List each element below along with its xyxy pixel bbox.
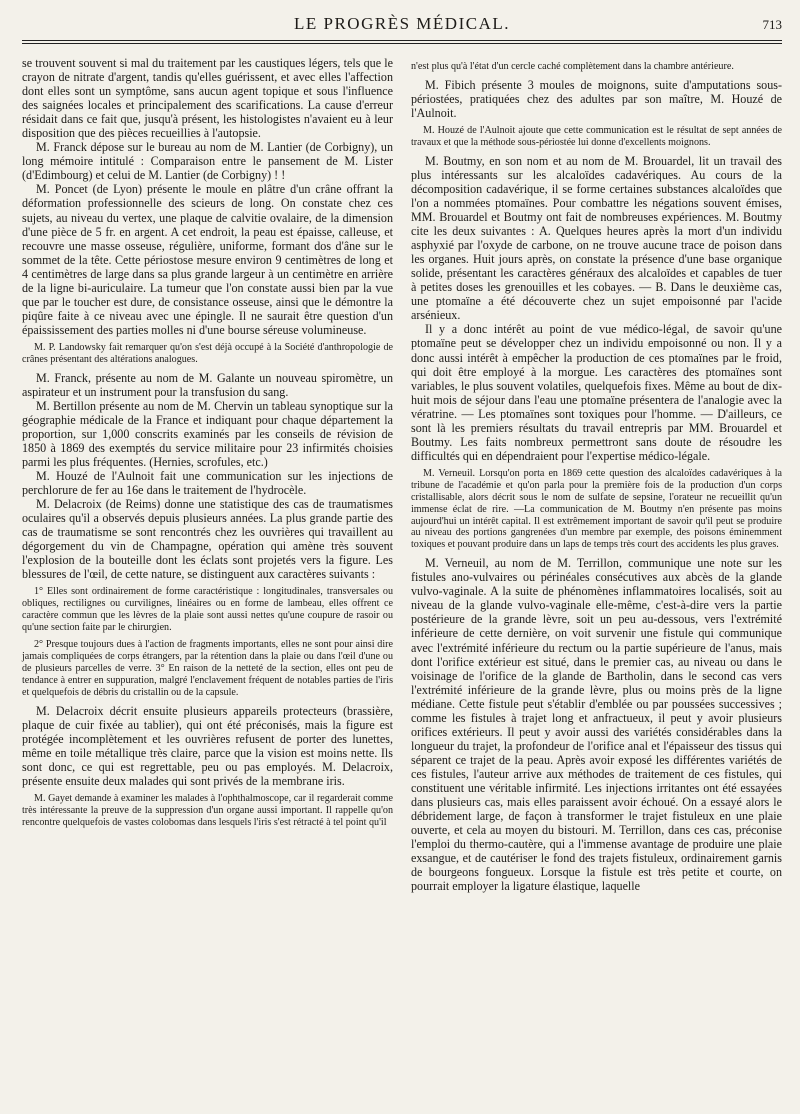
paragraph: M. Bertillon présente au nom de M. Chervin un tableau synoptique sur la géographie médicale de la France et indiquant pour chaque département la proportion, sur 1,000 conscrits examinés par les conseils de révision de 1850 à 1869 des exemptés du service militaire pour 23 infirmités choisies parmi les plus fréquentes. (Hernies, scrofules, etc.) xyxy=(22,398,393,470)
page-number: 713 xyxy=(762,17,782,32)
remark-paragraph: n'est plus qu'à l'état d'un cercle caché complètement dans la chambre antérieure. xyxy=(411,61,734,72)
paragraph: Il y a donc intérêt au point de vue médico-légal, de savoir qu'une ptomaïne peut se développer chez un individu empoisonné ou non. Il y a donc aussi intérêt à empêcher la production de ces ptomaïnes par le froid, qui doit être employé à la morgue. Les caractères des ptomaïnes sont variables, le plus souvent volatiles, quelquefois fixes. Même au bout de dix-huit mois de séjour dans l'eau une ptomaïne présentera de l'analogie avec la vératrine. — Les ptomaïnes sont toxiques pour l'homme. — D'ailleurs, ce sont là les premiers résultats du travail entrepris par MM. Brouardel et Boutmy. Les faits nombreux permettront sans doute de résoudre les difficultés qui en dépendraient pour l'expertise médico-légale. xyxy=(411,322,782,463)
paragraph: M. Franck, présente au nom de M. Galante un nouveau spiromètre, un aspirateur et un instrument pour la transfusion du sang. xyxy=(22,370,393,399)
right-column xyxy=(411,56,782,893)
paragraph: M. Delacroix (de Reims) donne une statistique des cas de traumatismes oculaires qu'il a observés depuis plusieurs années. La plus grande partie des cas de traumatisme se sont rencontrés chez les ouvrières qui travaillent au dégorgement du vin de Champagne, opération qui amène très souvent l'explosion de la bouteille dont les éclats sont projetés vers la figure. Les blessures de l'œil, de cette nature, se distinguent aux caractères suivants : xyxy=(22,497,393,582)
paragraph: M. Verneuil, au nom de M. Terrillon, communique une note sur les fistules ano-vulvaires ou périnéales consécutives aux abcès de la glande vulvo-vaginale. A la suite de phénomènes inflammatoires localisés, soit au niveau de la glande vulvo-vaginale elle-même, c'est-à-dire vers la partie postérieure de la grande lèvre, soit un peu au-dessous, vers l'extrémité inférieure de cette dernière, on voit survenir une fistule qui communique avec l'extrémité inférieure du rectum ou la partie supérieure de l'anus, mais dont l'orifice extérieur est situé, dans le premier cas, au niveau ou dans le voisinage de l'orifice de la glande de Bartholin, dans le second cas vers l'extrémité inférieure de la grande lèvre, plus ou moins près de la ligne médiane. Cette fistule peut s'établir d'emblée ou par poussées successives ; comme les fistules à trajet long et anfractueux, il peut y avoir plusieurs orifices extérieurs. Il peut y avoir aussi des variétés considérables dans la longueur du trajet, la profondeur de l'orifice anal et l'épaisseur des tissus qui séparent ce trajet de la peau. Après avoir exposé les différentes variétés de ces fistules, l'auteur arrive aux méthodes de traitement de ces fistules, qui constituent une véritable infirmité. Les injections irritantes ont été essayées dans plusieurs cas, mais elles paraissent avoir échoué. On a essayé alors le débridement large, de façon à transformer le trajet fistuleux en une plaie ouverte, et cela au moyen du bistouri. M. Terrillon, dans ces cas, préconise l'emploi du thermo-cautère, qui a l'immense avantage de produire une plaie exsangue, et de cautériser le fond des trajets fistuleux, ordinairement garnis de bourgeons fongueux. Lorsque la fistule est très petite et courte, on pourrait employer la ligature élastique, laquelle xyxy=(411,556,782,894)
paragraph: M. Fibich présente 3 moules de moignons, suite d'amputations sous-périostées, pratiquées chez des adultes par son maître, M. Houzé de l'Aulnoit. xyxy=(411,77,782,120)
two-column-body xyxy=(22,56,782,893)
running-header xyxy=(22,14,782,40)
journal-title: LE PROGRÈS MÉDICAL. xyxy=(294,14,510,33)
paragraph: M. Houzé de l'Aulnoit fait une communication sur les injections de perchlorure de fer au 16e dans le traitement de l'hydrocèle. xyxy=(22,469,393,498)
remark-paragraph: M. Verneuil. Lorsqu'on porta en 1869 cette question des alcaloïdes cadavériques à la tribune de l'académie et qu'on parla pour la première fois de la production d'un corps cristallisable, alors décrit sous le nom de sulfate de sepsine, l'orateur ne recueillit qu'un immense éclat de rire. —La communication de M. Boutmy n'en présente pas moins aujourd'hui un intérêt capital. Il est extrêmement important de savoir qu'il peut se produire au niveau des portions gangrenées d'un membre par exemple, des poisons éminemment toxiques et pouvant produire dans un laps de temps très court des accidents les plus graves. xyxy=(411,467,782,551)
remark-paragraph: M. Gayet demande à examiner les malades à l'ophthalmoscope, car il regarderait comme très intéressante la preuve de la suppression d'un organe aussi important. Il rappelle qu'on rencontre quelquefois de vastes colobomas dans lesquels l'iris s'est rétracté à tel point qu'il xyxy=(22,792,393,828)
remark-paragraph: M. Houzé de l'Aulnoit ajoute que cette communication est le résultat de sept années de travaux et que la méthode sous-périostée lui donne d'excellents moignons. xyxy=(411,125,782,148)
left-column xyxy=(22,56,393,893)
paragraph: se trouvent souvent si mal du traitement par les caustiques légers, tels que le crayon de nitrate d'argent, tandis qu'elles guérissent, et avec elles l'affection dont elles sont un symptôme, sans aucun agent topique et sous l'influence des saignées locales et principalement des scarifications. La cause d'erreur résidait dans ce fait que, jusqu'à présent, les histologistes n'avaient eu à leur disposition que des pièces recueillies à l'autopsie. xyxy=(22,56,393,141)
list-paragraph: 2° Presque toujours dues à l'action de fragments importants, elles ne sont pour ainsi dire jamais compliquées de corps étrangers, par la rétention dans la plaie ou dans l'œil d'une ou de plusieurs parcelles de verre. 3° En raison de la netteté de la section, elles ont peu de tendance à entrer en suppuration, malgré l'enclavement fréquent de notables parties de l'iris et quelquefois de débris du cristallin ou de la capsule. xyxy=(22,639,393,698)
paragraph: M. Poncet (de Lyon) présente le moule en plâtre d'un crâne offrant la déformation professionnelle des scieurs de long. On constate chez ces sujets, au niveau du vertex, une plaque de calvitie ovalaire, de la dimension d'une pièce de 5 fr. en argent. A cet endroit, la peau est épaisse, calleuse, et recouvre une masse osseuse, régulière, uniforme, formant dos d'âne sur le sommet de la tête. Cette périostose mesure environ 9 centimètres de long et 4 centimètres de large dans sa plus grande largeur à un centimètre en arrière de la ligne bi-auriculaire. La tumeur que l'on constate aussi bien par la vue que par le toucher est dure, de consistance osseuse, ainsi que le démontre la piqûre faite à ce niveau avec une épingle. Il ne saurait être question d'un épaississement des parties molles ni d'une bourse séreuse volumineuse. xyxy=(22,182,393,337)
paragraph: M. Franck dépose sur le bureau au nom de M. Lantier (de Corbigny), un long mémoire intitulé : Comparaison entre le pansement de M. Lister (d'Edimbourg) et celui de M. Lantier (de Corbigny) ! ! xyxy=(22,140,393,183)
paragraph: M. Delacroix décrit ensuite plusieurs appareils protecteurs (brassière, plaque de cuir fixée au tablier), qui ont été préconisés, mais la figure est protégée incomplètement et les ouvrières refusent de porter des lunettes, même en toile métallique très claire, parce que la vision est moins nette. Ils sont donc, ce qui est regrettable, peu ou pas employés. M. Delacroix, présente ensuite deux malades qui sont privés de la membrane iris. xyxy=(22,703,393,788)
header-rule xyxy=(22,40,782,44)
remark-paragraph: M. P. Landowsky fait remarquer qu'on s'est déjà occupé à la Société d'anthropologie de crânes présentant des altérations analogues. xyxy=(22,341,393,365)
paragraph: M. Boutmy, en son nom et au nom de M. Brouardel, lit un travail des plus intéressants sur les alcaloïdes cadavériques. Au cours de la décomposition cadavérique, il se forme certaines substances alcaloïdes que l'on a nommées ptomaïnes. Pour combattre les négations souvent émises, MM. Brouardel et Boutmy ont fait de nombreuses expériences. M. Boutmy cite les deux suivantes : A. Quelques heures après la mort d'un individu asphyxié par l'oxyde de carbone, on ne trouve aucune trace de poison dans les organes. Huit jours après, on constate la présence d'une base organique solide, présentant les caractères généraux des alcaloïdes et capables de tuer à petites doses les grenouilles et les cobayes. — B. Dans le deuxième cas, une ptomaïne a été découverte chez un sujet empoisonné par l'acide arsénieux. xyxy=(411,153,782,323)
list-paragraph: 1° Elles sont ordinairement de forme caractéristique : longitudinales, transversales ou obliques, rectilignes ou curvilignes, linéaires ou en forme de lambeau, elles offrent ce caractère commun que les lèvres de la plaie sont aussi nettes qu'une coupure de rasoir ou qu'une section faite par le chirurgien. xyxy=(22,586,393,634)
